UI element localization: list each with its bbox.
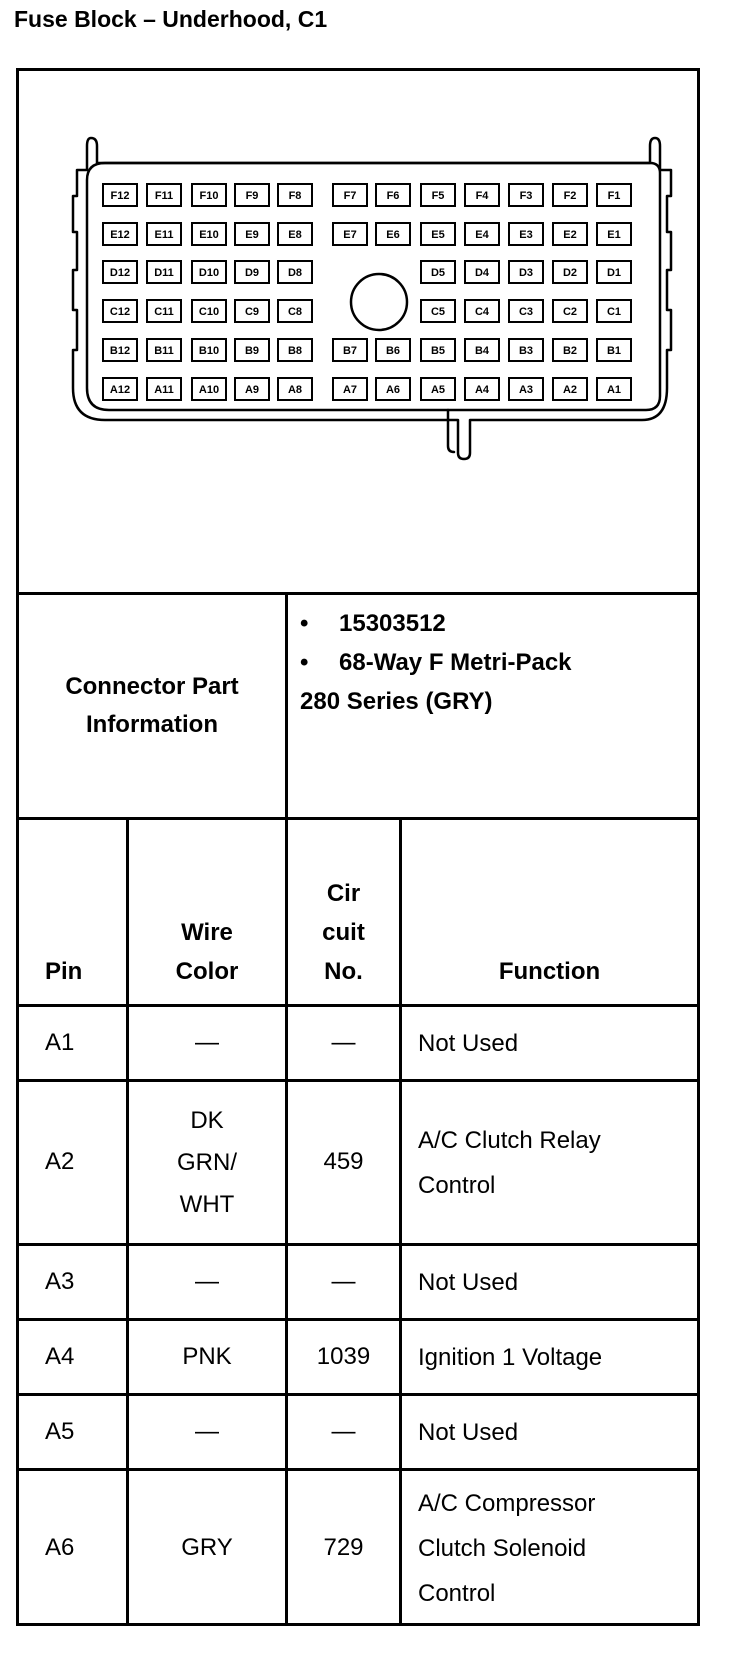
pin-label: A9 (244, 384, 260, 396)
pin-cell-a1: A1 (45, 1028, 75, 1056)
function-cell-a2: A/C Clutch Relay Control (418, 1126, 601, 1199)
pin-label: F5 (431, 190, 445, 202)
pin-label: E12 (110, 229, 130, 241)
connector-info-label (19, 595, 285, 817)
pin-cavity-b12 (103, 339, 137, 361)
pin-cavity-b2 (553, 339, 587, 361)
connector-info-values (300, 604, 572, 721)
header-wire-color-line2: Color (175, 958, 239, 985)
pin-label: D8 (287, 267, 303, 279)
pin-label: B7 (342, 345, 358, 357)
pin-cavity-a9 (235, 378, 269, 400)
pin-cavity-b9 (235, 339, 269, 361)
pin-cavity-b6 (376, 339, 410, 361)
pin-label: C2 (562, 306, 578, 318)
pin-cavity-d9 (235, 261, 269, 283)
header-circuit-no (288, 820, 399, 1004)
pin-label: B9 (244, 345, 260, 357)
pin-label: D4 (474, 267, 490, 279)
pin-label: D1 (606, 267, 622, 279)
pin-label: F9 (245, 190, 259, 202)
pin-label: A10 (198, 384, 220, 396)
pin-cavity-e9 (235, 223, 269, 245)
pin-cavity-f9 (235, 184, 269, 206)
pin-cavity-f5 (421, 184, 455, 206)
pin-label: A12 (109, 384, 131, 396)
pin-label: E6 (386, 229, 400, 241)
pin-label: F10 (199, 190, 219, 202)
pin-cavity-a4 (465, 378, 499, 400)
pin-label: E4 (475, 229, 489, 241)
circuit-cell-a6: 729 (323, 1533, 364, 1561)
pin-cavity-c10 (192, 300, 226, 322)
wire-color-cell-a5: — (195, 1418, 219, 1445)
pin-cavity-f6 (376, 184, 410, 206)
pin-label: A1 (606, 384, 622, 396)
pin-label: C5 (430, 306, 446, 318)
header-pin-label: Pin (45, 958, 83, 985)
connector-info-label-line1: Connector Part (65, 672, 239, 700)
pin-cavity-f8 (278, 184, 312, 206)
connector-info-label-line2: Information (85, 711, 218, 738)
pin-label: C10 (198, 306, 220, 318)
pin-cavity-a10 (192, 378, 226, 400)
header-function (402, 820, 697, 1004)
pin-label: D11 (154, 267, 174, 279)
center-bolt-hole (351, 274, 407, 330)
pin-cavity-a11 (147, 378, 181, 400)
pin-cavity-e7 (333, 223, 367, 245)
pin-label: F1 (607, 190, 621, 202)
pin-label: F12 (110, 190, 130, 202)
part-number-item: • 15303512 (300, 610, 446, 637)
pin-cavity-b1 (597, 339, 631, 361)
pin-label: D10 (198, 267, 220, 279)
pin-label: C3 (518, 306, 534, 318)
pin-label: A5 (430, 384, 446, 396)
wire-color-cell-a3: — (195, 1268, 219, 1295)
pin-label: F3 (519, 190, 533, 202)
pin-cavities (103, 184, 631, 400)
header-pin (19, 820, 126, 1004)
pin-cavity-e1 (597, 223, 631, 245)
pin-cavity-a3 (509, 378, 543, 400)
pin-label: C11 (154, 306, 174, 318)
pin-label: B2 (562, 345, 578, 357)
wire-color-cell-a4: PNK (182, 1343, 232, 1370)
pin-cavity-e12 (103, 223, 137, 245)
function-cell-a1: Not Used (418, 1029, 519, 1057)
pin-label: F2 (563, 190, 577, 202)
pin-cavity-c5 (421, 300, 455, 322)
pin-cavity-f11 (147, 184, 181, 206)
pin-label: E10 (199, 229, 219, 241)
pin-label: E7 (343, 229, 357, 241)
connector-face-diagram (19, 71, 697, 588)
pin-cavity-c8 (278, 300, 312, 322)
pin-label: E5 (431, 229, 445, 241)
pin-cavity-d2 (553, 261, 587, 283)
pin-label: F7 (343, 190, 357, 202)
pin-cavity-a7 (333, 378, 367, 400)
pin-cavity-a1 (597, 378, 631, 400)
pin-cavity-e5 (421, 223, 455, 245)
pin-cavity-d8 (278, 261, 312, 283)
header-circuit-line3: No. (324, 958, 363, 985)
pin-label: B3 (518, 345, 534, 357)
pin-label: B11 (154, 345, 174, 357)
pin-cavity-a6 (376, 378, 410, 400)
pin-label: F6 (386, 190, 400, 202)
pin-cavity-e8 (278, 223, 312, 245)
pin-cavity-b11 (147, 339, 181, 361)
pin-label: E2 (563, 229, 577, 241)
pin-label: F4 (475, 190, 489, 202)
pin-cell-a6: A6 (45, 1533, 75, 1561)
part-number: 15303512 (339, 610, 446, 637)
pin-label: A3 (518, 384, 534, 396)
pin-cavity-a5 (421, 378, 455, 400)
pin-label: E1 (607, 229, 621, 241)
pin-cavity-f2 (553, 184, 587, 206)
function-cell-a3: Not Used (418, 1268, 519, 1296)
divider-info-vertical (285, 592, 288, 820)
pin-label: B6 (385, 345, 401, 357)
pin-cavity-f1 (597, 184, 631, 206)
pin-cavity-b3 (509, 339, 543, 361)
pin-cavity-e2 (553, 223, 587, 245)
function-cell-a6: A/C Compressor Clutch Solenoid Control (418, 1489, 596, 1607)
pin-cavity-c3 (509, 300, 543, 322)
pin-cavity-c12 (103, 300, 137, 322)
pin-label: A2 (562, 384, 578, 396)
pin-cavity-d11 (147, 261, 181, 283)
pin-label: C9 (244, 306, 260, 318)
header-wire-color-line1: Wire (181, 919, 233, 946)
pin-label: C12 (109, 306, 131, 318)
pin-label: D2 (562, 267, 578, 279)
pin-cavity-d12 (103, 261, 137, 283)
pin-cavity-e11 (147, 223, 181, 245)
pin-label: E3 (519, 229, 533, 241)
pin-cavity-e10 (192, 223, 226, 245)
pin-cavity-c2 (553, 300, 587, 322)
header-function-label: Function (498, 958, 601, 985)
header-circuit-line1: Cir (326, 880, 361, 907)
pin-label: A4 (474, 384, 490, 396)
connector-description-item: • 68-Way F Metri-Pack (300, 649, 572, 676)
pin-cavity-d3 (509, 261, 543, 283)
pin-label: D5 (430, 267, 446, 279)
circuit-cell-a3: — (331, 1267, 356, 1295)
pin-label: F8 (288, 190, 302, 202)
pin-label: A6 (385, 384, 401, 396)
function-cell-a4: Ignition 1 Voltage (418, 1343, 603, 1371)
pin-cavity-c9 (235, 300, 269, 322)
circuit-cell-a1: — (331, 1028, 356, 1056)
connector-description-line1: 68-Way F Metri-Pack (339, 649, 572, 676)
pin-cavity-f12 (103, 184, 137, 206)
pin-label: E9 (245, 229, 259, 241)
header-circuit-line2: cuit (322, 919, 365, 946)
pin-cavity-f7 (333, 184, 367, 206)
pin-cavity-a8 (278, 378, 312, 400)
wire-color-cell-a1: — (195, 1029, 219, 1056)
pin-label: A7 (342, 384, 358, 396)
pin-cell-a2: A2 (45, 1148, 75, 1176)
header-wire-color (129, 820, 285, 1004)
pin-cavity-f10 (192, 184, 226, 206)
pin-label: A8 (287, 384, 303, 396)
pin-label: B4 (474, 345, 490, 357)
pin-cavity-a12 (103, 378, 137, 400)
pin-cell-a4: A4 (45, 1342, 75, 1370)
pin-label: B5 (430, 345, 446, 357)
pin-cavity-a2 (553, 378, 587, 400)
pin-cavity-d1 (597, 261, 631, 283)
pin-label: B8 (287, 345, 303, 357)
pin-cavity-b10 (192, 339, 226, 361)
pin-cavity-c1 (597, 300, 631, 322)
pin-cavity-d10 (192, 261, 226, 283)
pin-label: D9 (244, 267, 260, 279)
pin-cell-a5: A5 (45, 1417, 75, 1445)
pin-cavity-b4 (465, 339, 499, 361)
pin-label: C8 (287, 306, 303, 318)
pin-cell-a3: A3 (45, 1267, 75, 1295)
pin-cavity-b8 (278, 339, 312, 361)
pin-cavity-d4 (465, 261, 499, 283)
pin-cavity-e6 (376, 223, 410, 245)
pin-cavity-c11 (147, 300, 181, 322)
pin-label: C4 (474, 306, 490, 318)
pin-label: B1 (606, 345, 622, 357)
circuit-cell-a4: 1039 (316, 1342, 371, 1370)
wire-color-cell-a2: DK GRN/ WHT (177, 1106, 237, 1218)
page-title: Fuse Block – Underhood, C1 (14, 6, 328, 32)
circuit-cell-a5: — (331, 1417, 356, 1445)
pin-label: E8 (288, 229, 302, 241)
connector-description-line2: 280 Series (GRY) (300, 688, 493, 715)
pin-label: B10 (198, 345, 220, 357)
pin-cavity-e3 (509, 223, 543, 245)
pin-cavity-c4 (465, 300, 499, 322)
pin-label: D12 (109, 267, 131, 279)
function-cell-a5: Not Used (418, 1418, 519, 1446)
circuit-cell-a2: 459 (323, 1148, 364, 1176)
wire-color-cell-a6: GRY (181, 1534, 233, 1561)
pin-cavity-b5 (421, 339, 455, 361)
pin-cavity-b7 (333, 339, 367, 361)
pin-cavity-f4 (465, 184, 499, 206)
pin-label: D3 (518, 267, 534, 279)
pin-cavity-d5 (421, 261, 455, 283)
pin-label: F11 (154, 190, 174, 202)
pin-label: B12 (109, 345, 131, 357)
pin-cavity-f3 (509, 184, 543, 206)
pin-label: E11 (154, 229, 174, 241)
pin-label: C1 (606, 306, 622, 318)
pin-cavity-e4 (465, 223, 499, 245)
pin-label: A11 (154, 384, 174, 396)
